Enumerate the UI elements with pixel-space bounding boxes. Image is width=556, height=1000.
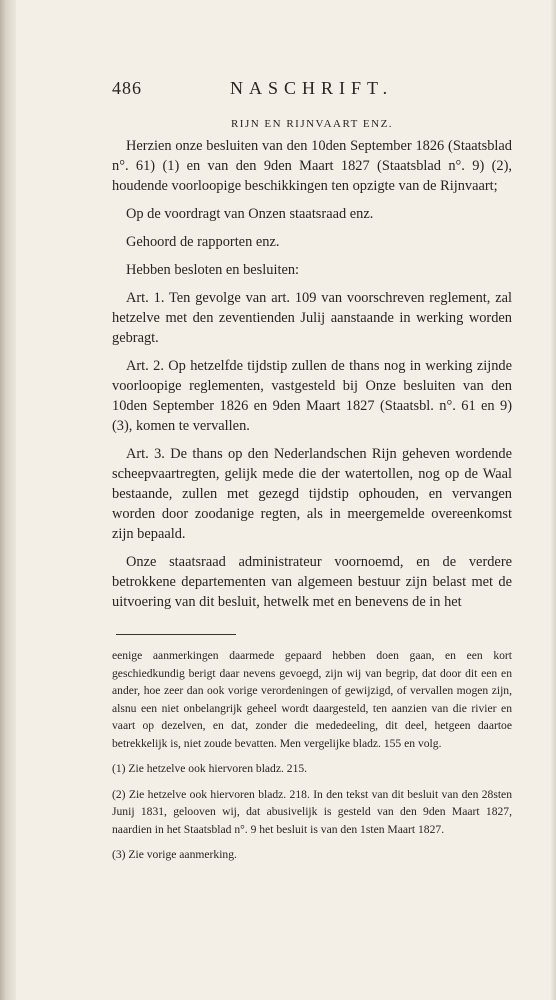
paragraph-voordragt: Op de voordragt van Onzen staatsraad enz. xyxy=(126,206,374,222)
footnote-continued: eenige aanmerkingen daarmede gepaard hebben doen gaan, en een kort geschiedkundig berigt daar nevens gevoegd, zijn wij van begrip, dat door dit een en ander, hoe zeer dan ook vorige verordeningen of gewijzigd, of vervallen mogen zijn, alsnu een niet onbelangrijk geheel wordt daargesteld, ten aanzien van die rivier en vaart op dezelven, en dat, zonder die mededeeling, dit deel, hetgeen daartoe betrekkelijk is, niet zoude bevatten. Men vergelijke bladz. 155 en volg. xyxy=(112,649,512,750)
paragraph-uitvoering: Onze staatsraad administrateur voornoemd, en de verdere betrokkene departementen van algemeen bestuur zijn belast met de uitvoering van dit besluit, hetwelk met en benevens de in het xyxy=(112,554,512,610)
footnote-1: (1) Zie hetzelve ook hiervoren bladz. 215. xyxy=(112,762,308,775)
header-title: NASCHRIFT. xyxy=(230,78,394,98)
section-heading: RIJN EN RIJNVAART ENZ. xyxy=(230,118,394,130)
page-edge-shadow xyxy=(550,0,556,1000)
paragraph-herzien: Herzien onze besluiten van den 10den September 1826 (Staatsblad n°. 61) (1) en van den 9den Maart 1827 (Staatsblad n°. 9) (2), houdende voorloopige beschikkingen ten opzigte van de Rijnvaart; xyxy=(112,138,512,194)
footnote-divider xyxy=(116,634,236,635)
paragraph-gehoord: Gehoord de rapporten enz. xyxy=(126,234,280,250)
article-3: Art. 3. De thans op den Nederlandschen Rijn geheven wordende scheepvaartregten, gelijk mede die der watertollen, nog op de Waal bestaande, zullen met gezegd tijdstip ophouden, en vervangen worden door zoodanige regten, als in meergemelde overeenkomst zijn bepaald. xyxy=(112,446,512,542)
paragraph-besloten: Hebben besloten en besluiten: xyxy=(126,262,300,278)
page-content xyxy=(112,78,512,864)
running-head xyxy=(112,78,512,104)
article-2: Art. 2. Op hetzelfde tijdstip zullen de thans nog in werking zijnde voorloopige reglementen, vastgesteld bij Onze besluiten van den 10den September 1826 en 9den Maart 1827 (Staatsbl. n°. 61 en 9) (3), komen te vervallen. xyxy=(112,358,512,434)
book-gutter-shadow xyxy=(0,0,16,1000)
article-1: Art. 1. Ten gevolge van art. 109 van voorschreven reglement, zal hetzelve met den zeventienden Julij aanstaande in werking worden gebragt. xyxy=(112,290,512,346)
footnote-3: (3) Zie vorige aanmerking. xyxy=(112,848,237,861)
footnote-2: (2) Zie hetzelve ook hiervoren bladz. 218. In den tekst van dit besluit van den 28sten Junij 1831, gelooven wij, dat abusivelijk is gesteld van den 9den Maart 1827, naardien in het Staatsblad n°. 9 het besluit is van den 1sten Maart 1827. xyxy=(112,787,512,836)
page-number: 486 xyxy=(112,78,142,98)
